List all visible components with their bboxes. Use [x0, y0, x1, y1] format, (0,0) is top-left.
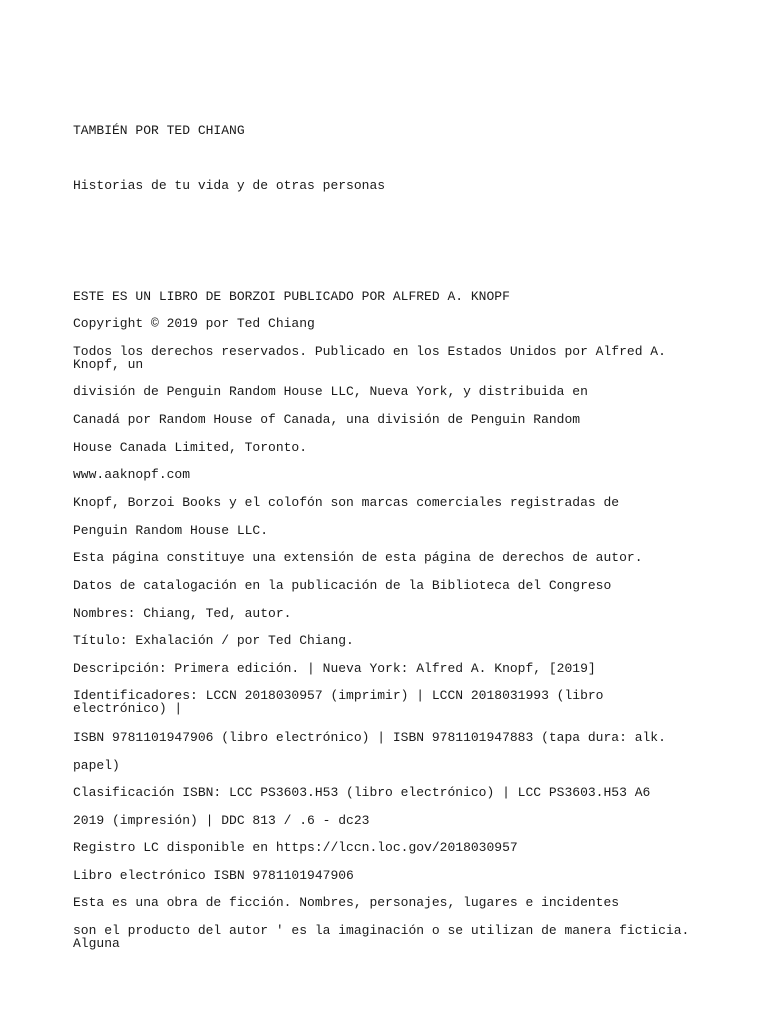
fiction-disclaimer: son el producto del autor ' es la imaginación o se utilizan de manera ficticia. Alguna — [73, 923, 690, 951]
rights-line: Todos los derechos reservados. Publicado en los Estados Unidos por Alfred A. Knopf, un — [73, 344, 666, 372]
catalog-record: Registro LC disponible en https://lccn.loc.gov/2018030957 — [73, 840, 518, 855]
publisher-line: Canadá por Random House of Canada, una división de Penguin Random — [73, 412, 581, 427]
also-by-heading: TAMBIÉN POR TED CHIANG — [73, 123, 245, 138]
extension-line: Esta página constituye una extensión de esta página de derechos de autor. — [73, 550, 643, 565]
catalog-description: Descripción: Primera edición. | Nueva York: Alfred A. Knopf, [2019] — [73, 661, 596, 676]
catalog-isbn: ISBN 9781101947906 (libro electrónico) | ISBN 9781101947883 (tapa dura: alk. — [73, 730, 666, 745]
publisher-line: división de Penguin Random House LLC, Nueva York, y distribuida en — [73, 384, 588, 399]
trademark-line: Knopf, Borzoi Books y el colofón son marcas comerciales registradas de — [73, 495, 620, 510]
trademark-line: Penguin Random House LLC. — [73, 523, 269, 538]
catalog-identifiers: Identificadores: LCCN 2018030957 (imprimir) | LCCN 2018031993 (libro electrónico) | — [73, 688, 604, 716]
catalog-isbn: papel) — [73, 758, 120, 773]
catalog-title: Título: Exhalación / por Ted Chiang. — [73, 633, 354, 648]
catalog-classification: Clasificación ISBN: LCC PS3603.H53 (libro electrónico) | LCC PS3603.H53 A6 — [73, 785, 651, 800]
website-line: www.aaknopf.com — [73, 467, 191, 482]
catalog-classification: 2019 (impresión) | DDC 813 / .6 - dc23 — [73, 813, 370, 828]
publisher-statement: ESTE ES UN LIBRO DE BORZOI PUBLICADO POR ALFRED A. KNOPF — [73, 289, 510, 304]
ebook-isbn: Libro electrónico ISBN 9781101947906 — [73, 868, 354, 883]
cataloging-heading: Datos de catalogación en la publicación de la Biblioteca del Congreso — [73, 578, 612, 593]
copyright-line: Copyright © 2019 por Ted Chiang — [73, 316, 315, 331]
fiction-disclaimer: Esta es una obra de ficción. Nombres, personajes, lugares e incidentes — [73, 895, 620, 910]
publisher-line: House Canada Limited, Toronto. — [73, 440, 308, 455]
catalog-names: Nombres: Chiang, Ted, autor. — [73, 606, 292, 621]
other-book-title: Historias de tu vida y de otras personas — [73, 178, 386, 193]
